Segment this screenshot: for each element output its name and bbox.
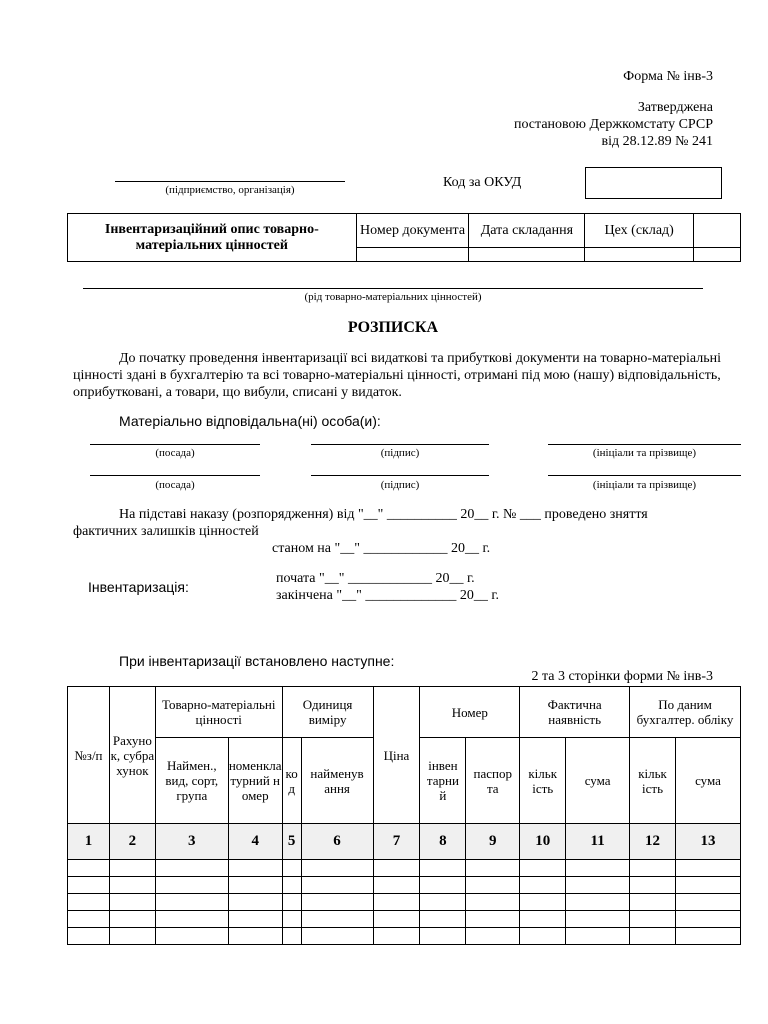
goods-kind-line[interactable] <box>83 288 703 289</box>
col-number: 8 <box>420 824 466 860</box>
form-number: Форма № інв-3 <box>623 69 713 84</box>
date-cell[interactable] <box>469 248 585 262</box>
table-cell[interactable] <box>676 860 741 877</box>
position-caption-1: (посада) <box>155 447 195 459</box>
col-header-nomenclature: номенклатурний номер <box>228 738 282 824</box>
table-cell[interactable] <box>155 860 228 877</box>
inventory-started: почата "__" ____________ 20__ г. <box>276 571 475 586</box>
inventory-title: Інвентаризаційний опис товарно-матеріальних цінностей <box>68 214 357 262</box>
table-cell[interactable] <box>520 877 566 894</box>
doc-number-header: Номер документа <box>356 214 469 248</box>
col-header-code: код <box>282 738 301 824</box>
position-caption-2: (посада) <box>155 479 195 491</box>
col-header-number: Номер <box>420 687 520 738</box>
organization-line[interactable] <box>115 181 345 182</box>
col-number: 2 <box>109 824 155 860</box>
col-header-actual: Фактична наявність <box>520 687 630 738</box>
col-header-accounting: По даним бухгалтер. обліку <box>630 687 741 738</box>
table-cell[interactable] <box>373 894 420 911</box>
inventory-label: Інвентаризація: <box>88 579 189 595</box>
table-cell[interactable] <box>109 928 155 945</box>
position-line-1[interactable] <box>90 444 260 445</box>
inventory-finished: закінчена "__" _____________ 20__ г. <box>276 588 499 603</box>
col-number: 10 <box>520 824 566 860</box>
col-number: 5 <box>282 824 301 860</box>
empty-header-cell <box>694 214 741 248</box>
table-cell[interactable] <box>68 877 110 894</box>
table-cell[interactable] <box>566 928 630 945</box>
date-header: Дата складання <box>469 214 585 248</box>
table-cell[interactable] <box>676 894 741 911</box>
table-cell[interactable] <box>566 860 630 877</box>
doc-number-cell[interactable] <box>356 248 469 262</box>
table-cell[interactable] <box>109 911 155 928</box>
table-cell[interactable] <box>630 860 676 877</box>
col-number: 7 <box>373 824 420 860</box>
col-header-subaccount: Рахунок, субрахунок <box>109 687 155 824</box>
table-cell[interactable] <box>282 860 301 877</box>
table-cell[interactable] <box>282 877 301 894</box>
table-cell[interactable] <box>228 911 282 928</box>
table-cell[interactable] <box>566 894 630 911</box>
table-cell[interactable] <box>466 894 520 911</box>
col-number: 11 <box>566 824 630 860</box>
table-cell[interactable] <box>520 911 566 928</box>
col-number: 12 <box>630 824 676 860</box>
table-cell[interactable] <box>301 894 373 911</box>
responsible-label: Матеріально відповідальна(ні) особа(и): <box>119 413 381 429</box>
receipt-paragraph: До початку проведення інвентаризації всі видаткові та прибуткові документи на товарно-матеріальні цінності здані в бухгалтерію та всі товарно-матеріальні цінності, отримані під мою (нашу) відповідальність, оприбутковані, а товари, що вибули, списані у видаток. <box>73 351 722 400</box>
table-cell[interactable] <box>301 860 373 877</box>
col-number: 6 <box>301 824 373 860</box>
table-cell[interactable] <box>420 877 466 894</box>
table-row <box>68 894 741 911</box>
table-cell[interactable] <box>520 860 566 877</box>
inventory-table <box>67 686 741 945</box>
extra-cell[interactable] <box>694 248 741 262</box>
table-cell[interactable] <box>68 860 110 877</box>
table-cell[interactable] <box>520 928 566 945</box>
basis-line-2: фактичних залишків цінностей <box>73 524 259 539</box>
table-cell[interactable] <box>373 911 420 928</box>
table-cell[interactable] <box>373 877 420 894</box>
table-cell[interactable] <box>373 928 420 945</box>
table-cell[interactable] <box>630 877 676 894</box>
table-cell[interactable] <box>466 928 520 945</box>
table-cell[interactable] <box>301 877 373 894</box>
approved-line-3: від 28.12.89 № 241 <box>601 134 713 149</box>
col-number: 13 <box>676 824 741 860</box>
approved-line-1: Затверджена <box>637 100 713 115</box>
table-cell[interactable] <box>228 928 282 945</box>
pages-note: 2 та 3 сторінки форми № інв-3 <box>531 669 713 684</box>
col-header-goods: Товарно-матеріальні цінності <box>155 687 282 738</box>
name-caption-1: (ініціали та прізвище) <box>592 447 697 459</box>
basis-line-3: станом на "__" ____________ 20__ г. <box>272 541 491 556</box>
table-cell[interactable] <box>630 911 676 928</box>
name-line-2[interactable] <box>548 475 741 476</box>
table-cell[interactable] <box>630 894 676 911</box>
established-label: При інвентаризації встановлено наступне: <box>119 653 395 669</box>
table-cell[interactable] <box>282 911 301 928</box>
position-line-2[interactable] <box>90 475 260 476</box>
table-cell[interactable] <box>466 860 520 877</box>
workshop-header: Цех (склад) <box>585 214 694 248</box>
workshop-cell[interactable] <box>585 248 694 262</box>
signature-caption-2: (підпис) <box>380 479 420 491</box>
col-header-name: Наймен., вид, сорт, група <box>155 738 228 824</box>
table-cell[interactable] <box>282 928 301 945</box>
col-header-unit: Одиниця виміру <box>282 687 373 738</box>
col-header-sum: сума <box>566 738 630 824</box>
table-cell[interactable] <box>466 877 520 894</box>
table-row <box>68 928 741 945</box>
table-cell[interactable] <box>566 877 630 894</box>
table-cell[interactable] <box>109 877 155 894</box>
table-cell[interactable] <box>228 860 282 877</box>
table-cell[interactable] <box>68 928 110 945</box>
table-cell[interactable] <box>420 860 466 877</box>
basis-line-1: На підставі наказу (розпорядження) від "__" __________ 20__ г. № ___ проведено зняття <box>119 507 648 522</box>
table-cell[interactable] <box>420 894 466 911</box>
table-cell[interactable] <box>109 860 155 877</box>
col-header-inventory: інвентарний <box>420 738 466 824</box>
table-cell[interactable] <box>420 911 466 928</box>
table-cell[interactable] <box>155 928 228 945</box>
table-cell[interactable] <box>630 928 676 945</box>
col-header-price: Ціна <box>373 687 420 824</box>
table-row <box>68 860 741 877</box>
signature-caption-1: (підпис) <box>380 447 420 459</box>
table-cell[interactable] <box>301 928 373 945</box>
table-cell[interactable] <box>109 894 155 911</box>
name-line-1[interactable] <box>548 444 741 445</box>
table-cell[interactable] <box>676 911 741 928</box>
table-row <box>68 877 741 894</box>
okud-code-field[interactable] <box>585 167 722 199</box>
table-cell[interactable] <box>228 894 282 911</box>
col-header-qty: кількість <box>520 738 566 824</box>
goods-kind-caption: (рід товарно-матеріальних цінностей) <box>304 291 482 303</box>
table-cell[interactable] <box>282 894 301 911</box>
table-cell[interactable] <box>676 877 741 894</box>
table-cell[interactable] <box>676 928 741 945</box>
table-cell[interactable] <box>68 911 110 928</box>
table-cell[interactable] <box>373 860 420 877</box>
col-number: 4 <box>228 824 282 860</box>
receipt-heading: РОЗПИСКА <box>347 319 439 336</box>
okud-label: Код за ОКУД <box>443 175 522 190</box>
col-number: 9 <box>466 824 520 860</box>
col-header-qty-accounting: кількість <box>630 738 676 824</box>
table-cell[interactable] <box>520 894 566 911</box>
organization-caption: (підприємство, організація) <box>165 184 295 196</box>
table-cell[interactable] <box>155 877 228 894</box>
title-table <box>67 213 741 262</box>
name-caption-2: (ініціали та прізвище) <box>592 479 697 491</box>
approved-line-2: постановою Держкомстату СРСР <box>513 117 713 132</box>
table-cell[interactable] <box>566 911 630 928</box>
signature-line-2[interactable] <box>311 475 489 476</box>
col-number: 1 <box>68 824 110 860</box>
col-header-unit-name: найменування <box>301 738 373 824</box>
col-number: 3 <box>155 824 228 860</box>
table-cell[interactable] <box>155 894 228 911</box>
table-cell[interactable] <box>228 877 282 894</box>
table-row <box>68 911 741 928</box>
signature-line-1[interactable] <box>311 444 489 445</box>
col-header-passport: паспорта <box>466 738 520 824</box>
table-cell[interactable] <box>155 911 228 928</box>
table-cell[interactable] <box>68 894 110 911</box>
col-header-sum-accounting: сума <box>676 738 741 824</box>
table-cell[interactable] <box>420 928 466 945</box>
table-cell[interactable] <box>301 911 373 928</box>
table-cell[interactable] <box>466 911 520 928</box>
col-header-no: №з/п <box>68 687 110 824</box>
table-body <box>68 860 741 945</box>
